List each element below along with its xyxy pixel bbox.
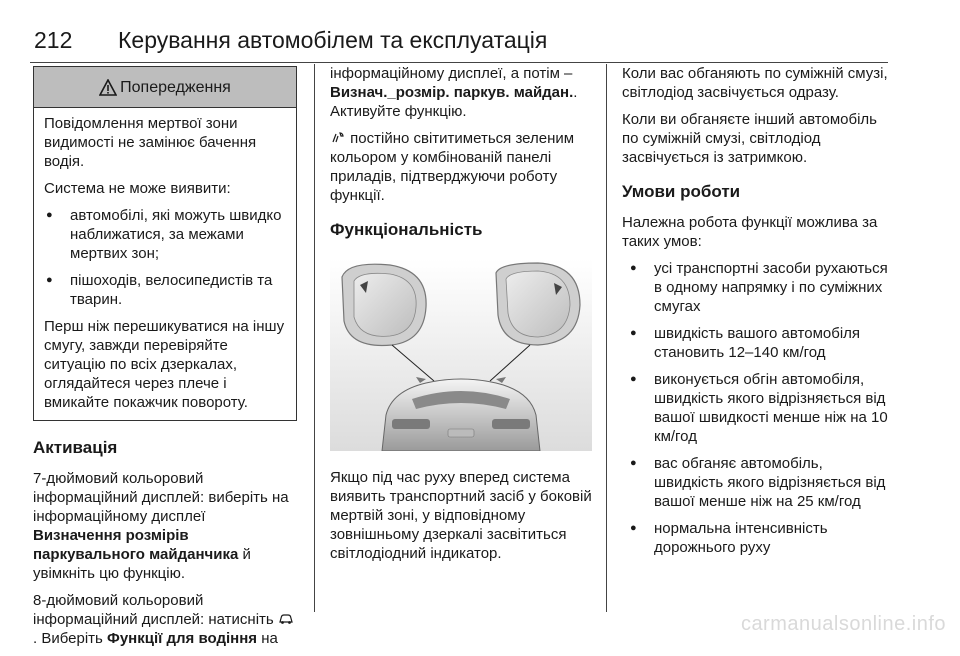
warning-text: Система не може виявити: <box>44 180 231 197</box>
section-heading-functionality: Функціональність <box>330 220 483 239</box>
body-paragraph: Коли вас обганяють по суміжній смузі, світлодіод засвічується одразу. <box>622 65 888 101</box>
condition-bullet: ● усі транспортні засоби рухаються в одному напрямку і по суміжних смугах <box>628 259 892 316</box>
blind-spot-mirror-illustration <box>330 259 592 451</box>
condition-bullet: ● виконується обгін автомобіля, швидкість якого відрізняється від вашої швидкості менше ніж на 10 км/год <box>628 370 892 446</box>
section-heading-activation: Активація <box>33 438 118 457</box>
warning-text: Перш ніж перешикуватися на іншу смугу, завжди перевіряйте ситуацію по всіх дзеркалах, оглядайтеся через плече і вмикайте покажчик повороту. <box>44 318 285 411</box>
header-rule <box>30 62 888 63</box>
car-settings-icon <box>278 613 294 625</box>
warning-icon <box>99 79 117 96</box>
condition-bullet: ● нормальна інтенсивність дорожнього руху <box>628 519 892 557</box>
column-divider <box>606 64 607 612</box>
column-1 <box>33 66 297 656</box>
body-paragraph: інформаційному дисплеї, а потім – Визнач._розмір. паркув. майдан.. Активуйте функцію. <box>330 65 578 120</box>
page-number: 212 <box>34 27 73 53</box>
warning-header <box>34 67 296 108</box>
body-paragraph: Належна робота функції можлива за таких умов: <box>622 214 878 250</box>
page-title: Керування автомобілем та експлуатація <box>118 27 548 53</box>
warning-box <box>33 66 297 421</box>
body-paragraph: постійно світитиметься зеленим кольором у комбінованій панелі приладів, підтверджуючи роботу функції. <box>330 130 575 204</box>
column-3 <box>622 64 892 565</box>
condition-bullet: ● швидкість вашого автомобіля становить 12–140 км/год <box>628 324 892 362</box>
body-paragraph: Якщо під час руху вперед система виявить транспортний засіб у боковій мертвій зоні, у відповідному зовнішньому дзеркалі засвітиться світлодіодний індикатор. <box>330 469 592 562</box>
warning-bullet: ● автомобілі, які можуть швидко наближатися, за межами мертвих зон; <box>44 206 286 263</box>
warning-bullet: ● пішоходів, велосипедистів та тварин. <box>44 271 286 309</box>
section-heading-conditions: Умови роботи <box>622 182 741 201</box>
condition-bullet: ● вас обганяє автомобіль, швидкість якого відрізняється від вашої менше ніж на 25 км/год <box>628 454 892 511</box>
menu-reference: Функції для водіння <box>107 630 258 647</box>
watermark: carmanualsonline.info <box>740 613 946 635</box>
warning-title: Попередження <box>120 78 231 96</box>
menu-reference: Визначення розмірів паркувального майданчика <box>33 527 239 563</box>
blind-spot-indicator-icon <box>330 131 346 144</box>
warning-text: Повідомлення мертвої зони видимості не замінює бачення водія. <box>44 115 257 170</box>
body-paragraph: Коли ви обганяєте інший автомобіль по суміжній смузі, світлодіод засвічується із затримкою. <box>622 111 877 166</box>
menu-reference: Визнач._розмір. паркув. майдан. <box>330 84 574 101</box>
body-paragraph: 7-дюймовий кольоровий інформаційний дисплей: виберіть на інформаційному дисплеї Визначення розмірів паркувального майданчика й увімкніть цю функцію. <box>33 470 289 582</box>
body-paragraph: 8-дюймовий кольоровий інформаційний дисплей: натисніть . Виберіть Функції для водіння на <box>33 591 297 648</box>
column-2 <box>330 64 600 571</box>
page-header <box>30 20 880 60</box>
warning-body <box>34 108 296 420</box>
column-divider <box>314 64 315 612</box>
